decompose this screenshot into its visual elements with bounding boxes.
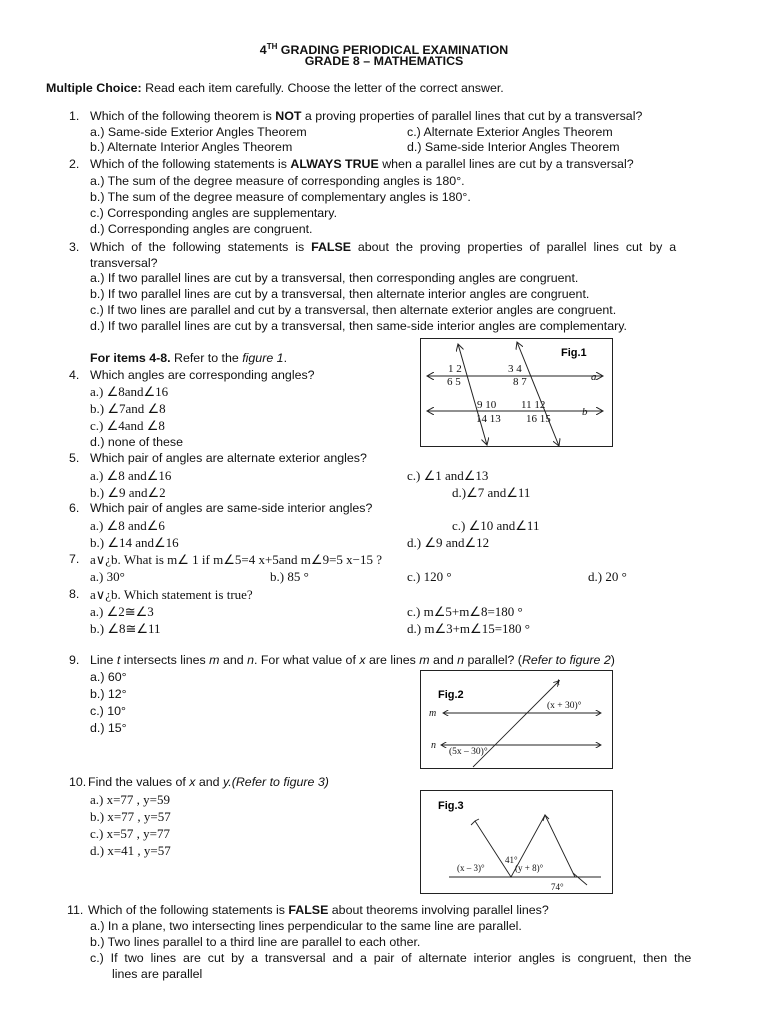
q4-option-b: b.) ∠7and ∠8 xyxy=(90,401,166,416)
q1-stem: Which of the following theorem is NOT a proving properties of parallel lines that cut by a transversal? xyxy=(90,109,643,123)
q6-option-c: c.) ∠10 and∠11 xyxy=(452,518,540,533)
exam-title: 4TH GRADING PERIODICAL EXAMINATION xyxy=(259,42,509,58)
q3-number: 3. xyxy=(69,240,80,254)
q5-option-b: b.) ∠9 and∠2 xyxy=(90,485,166,500)
q11-stem: Which of the following statements is FALSE about theorems involving parallel lines? xyxy=(88,903,549,917)
q3-stem-cont: transversal? xyxy=(90,256,158,270)
q6-stem: Which pair of angles are same-side interior angles? xyxy=(90,501,373,515)
q10-number: 10. xyxy=(69,775,87,789)
figure-2 xyxy=(420,670,613,769)
q4-option-a: a.) ∠8and∠16 xyxy=(90,384,169,399)
q6-number: 6. xyxy=(69,501,80,515)
figure-1 xyxy=(420,338,613,447)
fig1-angles-16-15: 16 15 xyxy=(526,413,551,425)
q8-number: 8. xyxy=(69,587,80,601)
q1-option-a: a.) Same-side Exterior Angles Theorem xyxy=(90,125,307,139)
fig3-angle-41: 41° xyxy=(505,855,518,865)
fig1-line-b-label: b xyxy=(582,406,588,418)
q5-option-c: c.) ∠1 and∠13 xyxy=(407,468,489,483)
fig1-angles-14-13: 14 13 xyxy=(476,413,501,425)
fig3-angle-74: 74° xyxy=(551,882,564,892)
q11-option-b: b.) Two lines parallel to a third line are parallel to each other. xyxy=(90,935,421,949)
q3-option-c: c.) If two lines are parallel and cut by a transversal, then alternate exterior angles are congruent. xyxy=(90,303,617,317)
q4-number: 4. xyxy=(69,368,80,382)
fig1-angles-8-7: 8 7 xyxy=(513,376,527,388)
q9-number: 9. xyxy=(69,653,80,667)
q3-option-a: a.) If two parallel lines are cut by a transversal, then corresponding angles are congruent. xyxy=(90,271,579,285)
fig1-angles-6-5: 6 5 xyxy=(447,376,461,388)
figure-3-drawing xyxy=(421,791,614,895)
fig2-line-m-label: m xyxy=(429,708,437,719)
q2-option-b: b.) The sum of the degree measure of complementary angles is 180°. xyxy=(90,190,471,204)
q7-option-b: b.) 85 ° xyxy=(270,569,309,584)
q5-option-a: a.) ∠8 and∠16 xyxy=(90,468,172,483)
q9-option-a: a.) 60° xyxy=(90,670,127,684)
fig3-angle-x: (x – 3)° xyxy=(457,863,485,873)
q1-option-c: c.) Alternate Exterior Angles Theorem xyxy=(407,125,613,139)
q2-stem: Which of the following statements is ALWAYS TRUE when a parallel lines are cut by a transversal? xyxy=(90,157,634,171)
fig2-line-t-label: t xyxy=(557,677,560,688)
q2-number: 2. xyxy=(69,157,80,171)
q3-option-b: b.) If two parallel lines are cut by a transversal, then alternate interior angles are congruent. xyxy=(90,287,590,301)
q4-option-d: d.) none of these xyxy=(90,435,183,449)
q1-option-d: d.) Same-side Interior Angles Theorem xyxy=(407,140,620,154)
q7-option-a: a.) 30° xyxy=(90,569,125,584)
q10-option-c: c.) x=57 , y=77 xyxy=(90,826,171,841)
q11-number: 11. xyxy=(67,903,84,917)
exam-subtitle: GRADE 8 – MATHEMATICS xyxy=(304,54,464,68)
figure-2-drawing xyxy=(421,671,614,770)
fig1-angles-1-2: 1 2 xyxy=(448,363,462,375)
q10-option-d: d.) x=41 , y=57 xyxy=(90,843,171,858)
q8-stem: a∨¿b. Which statement is true? xyxy=(90,587,253,602)
q4-stem: Which angles are corresponding angles? xyxy=(90,368,315,382)
fig2-angle-top: (x + 30)° xyxy=(547,701,582,711)
q4-option-c: c.) ∠4and ∠8 xyxy=(90,418,165,433)
q2-option-c: c.) Corresponding angles are supplementary. xyxy=(90,206,338,220)
figure-1-drawing xyxy=(421,339,614,448)
q9-stem: Line t intersects lines m and n. For what value of x are lines m and n parallel? (Refer to figure 2) xyxy=(90,653,615,667)
q8-option-b: b.) ∠8≅∠11 xyxy=(90,621,161,636)
q7-option-c: c.) 120 ° xyxy=(407,569,452,584)
q7-number: 7. xyxy=(69,552,80,566)
instructions: Multiple Choice: Read each item carefully. Choose the letter of the correct answer. xyxy=(46,81,504,95)
q6-option-b: b.) ∠14 and∠16 xyxy=(90,535,179,550)
q11-option-a: a.) In a plane, two intersecting lines perpendicular to the same line are parallel. xyxy=(90,919,522,933)
fig2-label: Fig.2 xyxy=(438,689,464,701)
q2-option-d: d.) Corresponding angles are congruent. xyxy=(90,222,313,236)
q5-stem: Which pair of angles are alternate exterior angles? xyxy=(90,451,367,465)
fig2-angle-bottom: (5x – 30)° xyxy=(449,747,488,757)
tick-left xyxy=(471,819,479,825)
q2-option-a: a.) The sum of the degree measure of corresponding angles is 180°. xyxy=(90,174,465,188)
q1-number: 1. xyxy=(69,109,80,123)
q7-option-d: d.) 20 ° xyxy=(588,569,627,584)
q3-option-d: d.) If two parallel lines are cut by a transversal, then same-side interior angles are complementary. xyxy=(90,319,627,333)
q10-option-a: a.) x=77 , y=59 xyxy=(90,792,171,807)
fig1-label: Fig.1 xyxy=(561,347,587,359)
q7-stem: a∨¿b. What is m∠ 1 if m∠5=4 x+5and m∠9=5 x−15 ? xyxy=(90,552,382,567)
q10-option-b: b.) x=77 , y=57 xyxy=(90,809,171,824)
q10-stem: Find the values of x and y.(Refer to figure 3) xyxy=(88,775,329,789)
fig1-angles-11-12: 11 12 xyxy=(521,399,546,411)
transversal-1 xyxy=(458,344,487,445)
fig1-angles-9-10: 9 10 xyxy=(477,399,497,411)
extension-line xyxy=(573,873,587,885)
fig1-angles-3-4: 3 4 xyxy=(508,363,522,375)
q9-option-c: c.) 10° xyxy=(90,704,126,718)
fig1-line-a-label: a xyxy=(591,371,597,383)
q5-number: 5. xyxy=(69,451,80,465)
fig2-line-n-label: n xyxy=(431,740,436,751)
transversal-2 xyxy=(517,342,559,446)
fig3-label: Fig.3 xyxy=(438,800,464,812)
q11-option-c-cont: lines are parallel xyxy=(112,967,203,981)
q1-option-b: b.) Alternate Interior Angles Theorem xyxy=(90,140,293,154)
fig3-angle-y: (y + 8)° xyxy=(515,863,544,873)
q6-option-d: d.) ∠9 and∠12 xyxy=(407,535,490,550)
q9-option-b: b.) 12° xyxy=(90,687,127,701)
q5-option-d: d.)∠7 and∠11 xyxy=(452,485,531,500)
figure-3 xyxy=(420,790,613,894)
q8-option-d: d.) m∠3+m∠15=180 ° xyxy=(407,621,530,636)
q3-stem: Which of the following statements is FALSE about the proving properties of parallel lines cut by a xyxy=(90,240,677,254)
q6-option-a: a.) ∠8 and∠6 xyxy=(90,518,165,533)
q9-option-d: d.) 15° xyxy=(90,721,127,735)
q8-option-a: a.) ∠2≅∠3 xyxy=(90,604,154,619)
q8-option-c: c.) m∠5+m∠8=180 ° xyxy=(407,604,523,619)
items-4-8-note: For items 4-8. Refer to the figure 1. xyxy=(90,351,288,365)
q11-option-c: c.) If two lines are cut by a transversal and a pair of alternate interior angles is congruent, then the xyxy=(90,951,692,965)
